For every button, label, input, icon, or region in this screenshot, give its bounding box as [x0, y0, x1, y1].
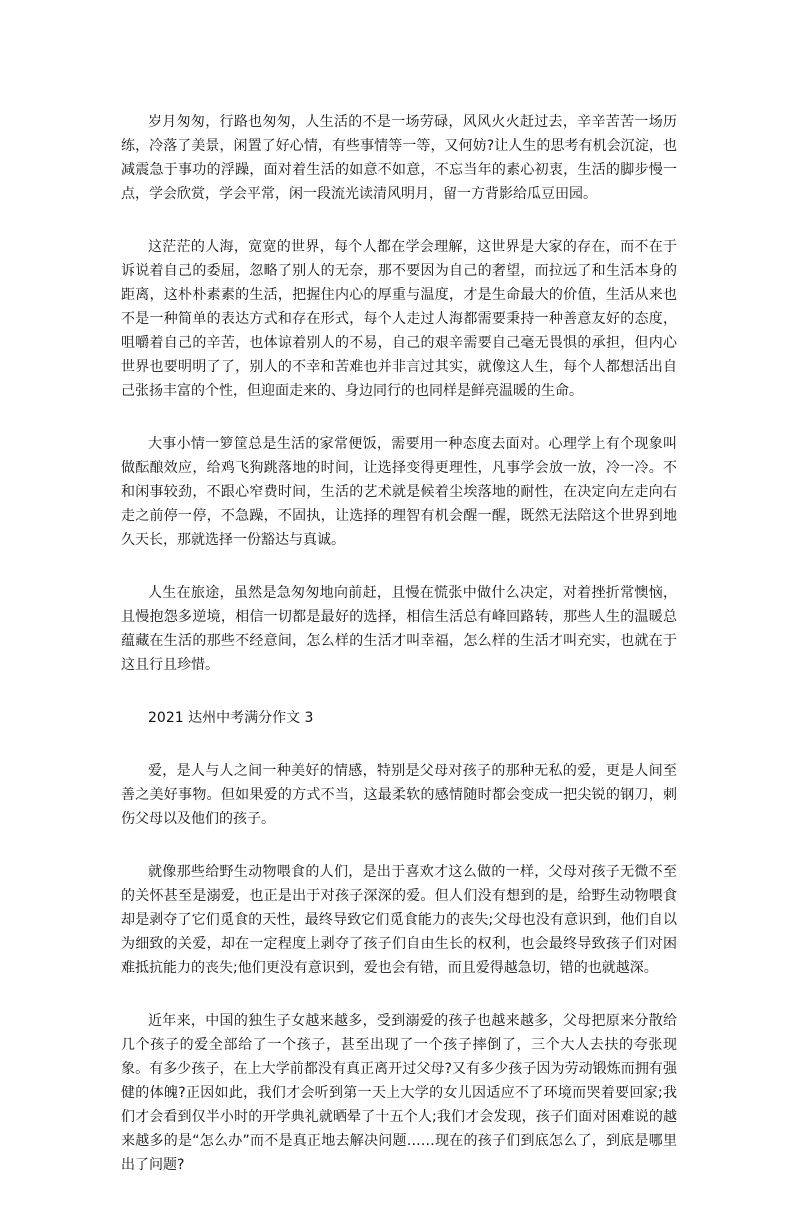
- paragraph-1: 岁月匆匆，行路也匆匆，人生活的不是一场劳碌，风风火火赶过去，辛辛苦苦一场历练，冷落了美景，闲置了好心情，有些事情等一等，又何妨?让人生的思考有机会沉淀，也减震急于事功的浮躁，面对着生活的如意不如意，不忘当年的素心初衷，生活的脚步慢一点，学会欣赏，学会平常，闲一段流光读清风明月，留一方背影给瓜豆田园。: [121, 114, 677, 202]
- paragraph-2: 这茫茫的人海，宽宽的世界，每个人都在学会理解，这世界是大家的存在，而不在于诉说着自己的委屈，忽略了别人的无奈，那不要因为自己的奢望，而拉远了和生活本身的距离，这朴朴素素的生活，把握住内心的厚重与温度，才是生命最大的价值，生活从来也不是一种简单的表达方式和存在形式，每个人走过人海都需要秉持一种善意友好的态度，咀嚼着自己的辛苦，也体谅着别人的不易，自己的艰辛需要自己毫无畏惧的承担，但内心世界也要明明了了，别人的不幸和苦难也并非言过其实，就像这人生，每个人都想活出自己张扬丰富的个性，但迎面走来的、身边同行的也同样是鲜亮温暖的生命。: [121, 239, 677, 399]
- paragraph-5: 爱，是人与人之间一种美好的情感，特别是父母对孩子的那种无私的爱，更是人间至善之美好事物。但如果爱的方式不当，这最柔软的感情随时都会变成一把尖锐的钢刀，刺伤父母以及他们的孩子。: [121, 763, 677, 827]
- paragraph-7: 近年来，中国的独生子女越来越多，受到溺爱的孩子也越来越多，父母把原来分散给几个孩子的爱全部给了一个孩子，甚至出现了一个孩子摔倒了，三个大人去扶的夸张现象。有多少孩子，在上大学前都没有真正离开过父母?又有多少孩子因为劳动锻炼而拥有强健的体魄?正因如此，我们才会听到第一天上大学的女儿因适应不了环境而哭着要回家;我们才会看到仅半小时的开学典礼就晒晕了十五个人;我们才会发现，孩子们面对困难说的越来越多的是“怎么办”而不是真正地去解决问题……现在的孩子们到底怎么了，到底是哪里出了问题?: [121, 1013, 677, 1173]
- document-page: [121, 110, 677, 1206]
- section-heading: 2021 达州中考满分作文 3: [148, 710, 314, 726]
- paragraph-4: 人生在旅途，虽然是急匆匆地向前赶，且慢在慌张中做什么决定，对着挫折常懊恼，且慢抱怨多逆境，相信一切都是最好的选择，相信生活总有峰回路转，那些人生的温暖总蕴藏在生活的那些不经意间，怎么样的生活才叫幸福，怎么样的生活才叫充实，也就在于这且行且珍惜。: [121, 585, 677, 673]
- paragraph-6: 就像那些给野生动物喂食的人们，是出于喜欢才这么做的一样，父母对孩子无微不至的关怀甚至是溺爱，也正是出于对孩子深深的爱。但人们没有想到的是，给野生动物喂食却是剥夺了它们觅食的天性，最终导致它们觅食能力的丧失;父母也没有意识到，他们自以为细致的关爱，却在一定程度上剥夺了孩子们自由生长的权利，也会最终导致孩子们对困难抵抗能力的丧失;他们更没有意识到，爱也会有错，而且爱得越急切，错的也就越深。: [121, 864, 677, 976]
- paragraph-3: 大事小情一箩筐总是生活的家常便饭，需要用一种态度去面对。心理学上有个现象叫做酝酿效应，给鸡飞狗跳落地的时间，让选择变得更理性，凡事学会放一放，冷一冷。不和闲事较劲，不跟心窄费时间，生活的艺术就是候着尘埃落地的耐性，在决定向左走向右走之前停一停，不急躁，不固执，让选择的理智有机会醒一醒，既然无法陪这个世界到地久天长，那就选择一份豁达与真诚。: [121, 436, 677, 548]
